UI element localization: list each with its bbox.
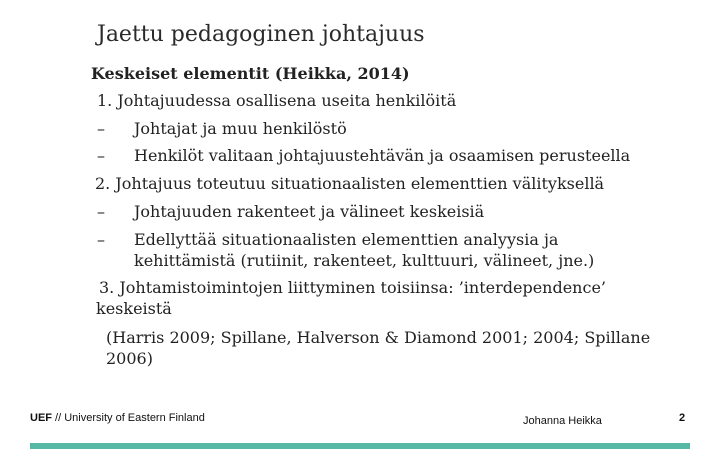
list-item-1: 1. Johtajuudessa osallisena useita henkilöitä [97,91,457,110]
references-line2: 2006) [106,349,153,368]
list-subitem-1-2: Henkilöt valitaan johtajuustehtävän ja osaamisen perusteella [134,146,631,165]
dash-bullet: – [97,146,105,165]
list-subitem-1-1: Johtajat ja muu henkilöstö [134,119,347,138]
footer-org-sep: // [52,412,65,424]
page-number: 2 [679,412,686,424]
footer-org-abbr: UEF [30,412,52,424]
list-item-2: 2. Johtajuus toteutuu situationaalisten elementtien välityksellä [95,174,605,193]
footer-organization [30,412,205,424]
footer-org-name: University of Eastern Finland [64,412,205,424]
footer-author: Johanna Heikka [523,415,602,427]
list-subitem-2-1: Johtajuuden rakenteet ja välineet keskeisiä [134,202,485,221]
slide-title: Jaettu pedagoginen johtajuus [97,22,425,47]
dash-bullet: – [97,119,105,138]
list-subitem-2-2-line2: kehittämistä (rutiinit, rakenteet, kulttuuri, välineet, jne.) [134,251,595,270]
dash-bullet: – [97,202,105,221]
slide-subtitle: Keskeiset elementit (Heikka, 2014) [91,64,410,83]
dash-bullet: – [97,230,105,249]
references-line1: (Harris 2009; Spillane, Halverson & Diamond 2001; 2004; Spillane [106,328,651,347]
list-subitem-2-2-line1: Edellyttää situationaalisten elementtien analyysia ja [134,230,559,249]
footer-accent-bar [30,443,690,449]
list-item-3-line2: keskeistä [96,299,172,318]
list-item-3-line1: 3. Johtamistoimintojen liittyminen toisiinsa: ’interdependence’ [99,278,606,297]
